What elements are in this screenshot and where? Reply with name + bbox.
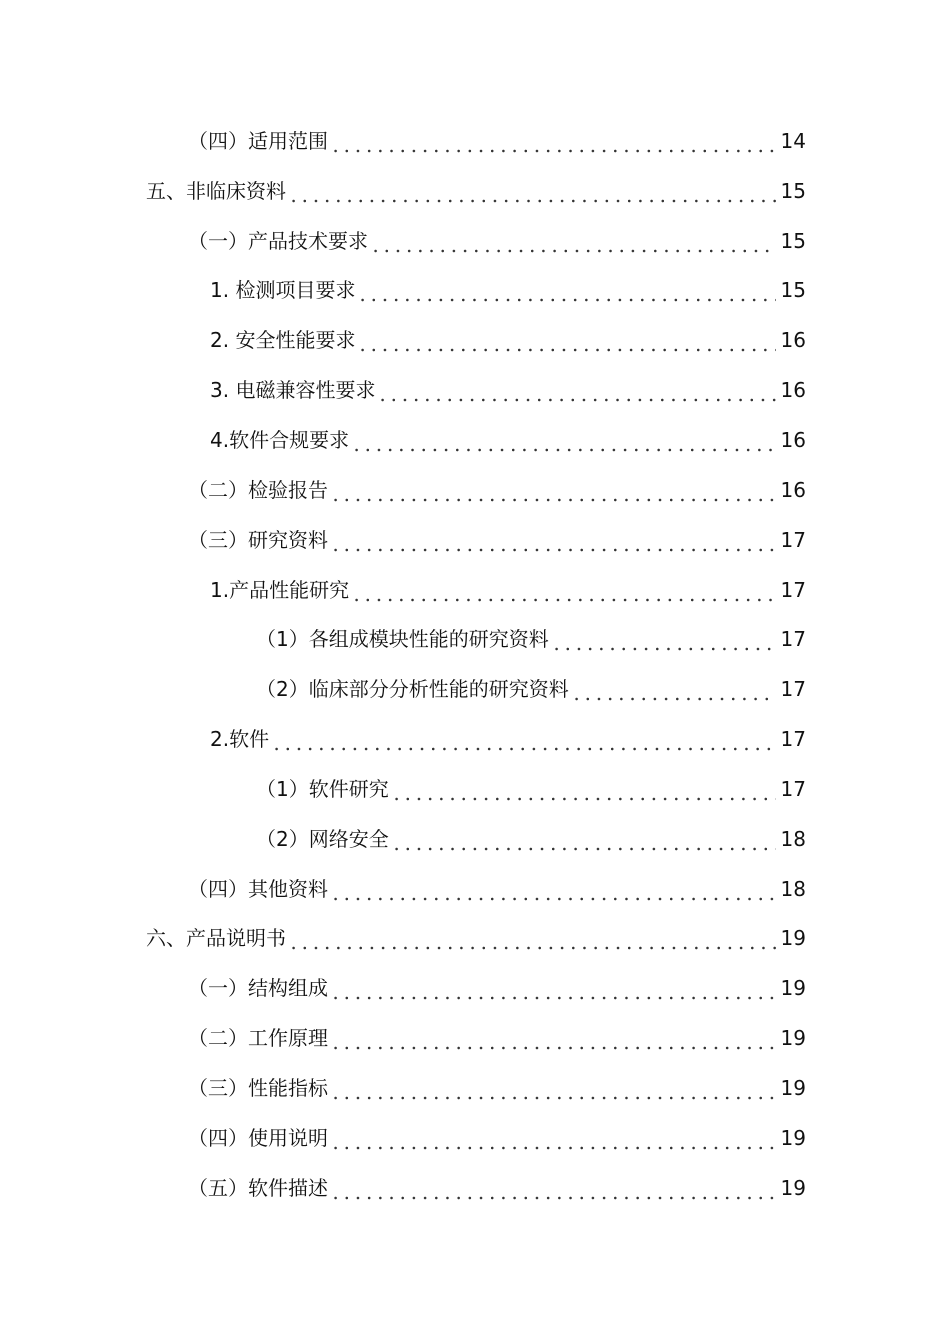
- toc-entry-title: （二）检验报告: [188, 477, 328, 502]
- dot-leader: [288, 930, 776, 950]
- toc-entry-page: 15: [780, 178, 806, 203]
- toc-entry-page: 19: [780, 926, 806, 951]
- toc-entry-product-technical-requirements[interactable]: [0, 216, 950, 266]
- toc-entry-title: （一）结构组成: [188, 976, 328, 1001]
- dot-leader: [330, 881, 776, 901]
- dot-leader: [330, 1180, 776, 1200]
- toc-entry-page: 17: [780, 577, 806, 602]
- toc-entry-title: （一）产品技术要求: [188, 228, 368, 253]
- toc-entry-software-compliance-requirements[interactable]: [0, 415, 950, 465]
- toc-entry-title: 3. 电磁兼容性要求: [210, 378, 376, 403]
- toc-entry-page: 18: [780, 876, 806, 901]
- toc-entry-clinical-analytical-performance-research[interactable]: [0, 664, 950, 714]
- toc-entry-page: 18: [780, 826, 806, 851]
- dot-leader: [330, 980, 776, 1000]
- dot-leader: [357, 332, 776, 352]
- toc-entry-page: 19: [780, 976, 806, 1001]
- toc-entry-title: （三）研究资料: [188, 527, 328, 552]
- toc-entry-title: （三）性能指标: [188, 1075, 328, 1100]
- toc-entry-title: （1）软件研究: [256, 776, 389, 801]
- toc-entry-scope-of-application[interactable]: [0, 116, 950, 166]
- toc-entry-page: 16: [780, 427, 806, 452]
- toc-entry-title: 2.软件: [210, 727, 270, 752]
- toc-entry-module-performance-research[interactable]: [0, 614, 950, 664]
- toc-entry-title: （四）使用说明: [188, 1125, 328, 1150]
- toc-entry-page: 17: [780, 727, 806, 752]
- dot-leader: [330, 133, 776, 153]
- toc-entry-title: （2）网络安全: [256, 826, 389, 851]
- toc-entry-other-data[interactable]: [0, 864, 950, 914]
- toc-entry-title: （1）各组成模块性能的研究资料: [256, 627, 549, 652]
- toc-entry-software-research[interactable]: [0, 764, 950, 814]
- dot-leader: [357, 282, 776, 302]
- toc-entry-instructions-for-use[interactable]: [0, 1113, 950, 1163]
- toc-entry-software[interactable]: [0, 714, 950, 764]
- dot-leader: [351, 582, 776, 602]
- dot-leader: [330, 532, 776, 552]
- toc-entry-title: （四）适用范围: [188, 128, 328, 153]
- toc-entry-software-description[interactable]: [0, 1163, 950, 1213]
- toc-entry-page: 19: [780, 1075, 806, 1100]
- toc-entry-title: （五）软件描述: [188, 1175, 328, 1200]
- toc-entry-cybersecurity[interactable]: [0, 814, 950, 864]
- toc-entry-safety-performance-requirements[interactable]: [0, 315, 950, 365]
- toc-entry-page: 15: [780, 278, 806, 303]
- toc-entry-page: 19: [780, 1026, 806, 1051]
- dot-leader: [330, 1130, 776, 1150]
- dot-leader: [391, 781, 776, 801]
- toc-entry-page: 17: [780, 677, 806, 702]
- toc-entry-product-manual[interactable]: [0, 914, 950, 964]
- dot-leader: [571, 681, 776, 701]
- toc-entry-page: 17: [780, 627, 806, 652]
- toc-entry-title: 1. 检测项目要求: [210, 278, 356, 303]
- toc-entry-title: （2）临床部分分析性能的研究资料: [256, 677, 569, 702]
- toc-entry-inspection-report[interactable]: [0, 465, 950, 515]
- dot-leader: [551, 631, 776, 651]
- toc-entry-page: 19: [780, 1175, 806, 1200]
- toc-entry-working-principle[interactable]: [0, 1013, 950, 1063]
- toc-entry-page: 16: [780, 477, 806, 502]
- table-of-contents: [0, 116, 950, 1213]
- toc-entry-page: 19: [780, 1125, 806, 1150]
- toc-entry-performance-indicators[interactable]: [0, 1063, 950, 1113]
- toc-entry-title: 4.软件合规要求: [210, 427, 350, 452]
- toc-entry-title: 六、产品说明书: [146, 926, 286, 951]
- toc-entry-test-item-requirements[interactable]: [0, 266, 950, 316]
- toc-entry-title: （二）工作原理: [188, 1026, 328, 1051]
- toc-entry-title: 2. 安全性能要求: [210, 328, 356, 353]
- toc-entry-page: 16: [780, 328, 806, 353]
- dot-leader: [330, 482, 776, 502]
- toc-entry-emc-requirements[interactable]: [0, 365, 950, 415]
- toc-entry-page: 17: [780, 776, 806, 801]
- dot-leader: [391, 831, 776, 851]
- toc-entry-research-data[interactable]: [0, 515, 950, 565]
- toc-entry-product-performance-research[interactable]: [0, 565, 950, 615]
- toc-entry-non-clinical-data[interactable]: [0, 166, 950, 216]
- dot-leader: [330, 1080, 776, 1100]
- toc-entry-page: 17: [780, 527, 806, 552]
- dot-leader: [370, 233, 776, 253]
- dot-leader: [351, 432, 776, 452]
- dot-leader: [288, 183, 776, 203]
- dot-leader: [271, 731, 776, 751]
- toc-entry-structural-composition[interactable]: [0, 963, 950, 1013]
- toc-entry-page: 16: [780, 378, 806, 403]
- dot-leader: [377, 382, 776, 402]
- dot-leader: [330, 1030, 776, 1050]
- toc-entry-title: 1.产品性能研究: [210, 577, 350, 602]
- toc-entry-title: （四）其他资料: [188, 876, 328, 901]
- toc-entry-page: 14: [780, 128, 806, 153]
- toc-entry-page: 15: [780, 228, 806, 253]
- toc-entry-title: 五、非临床资料: [146, 178, 286, 203]
